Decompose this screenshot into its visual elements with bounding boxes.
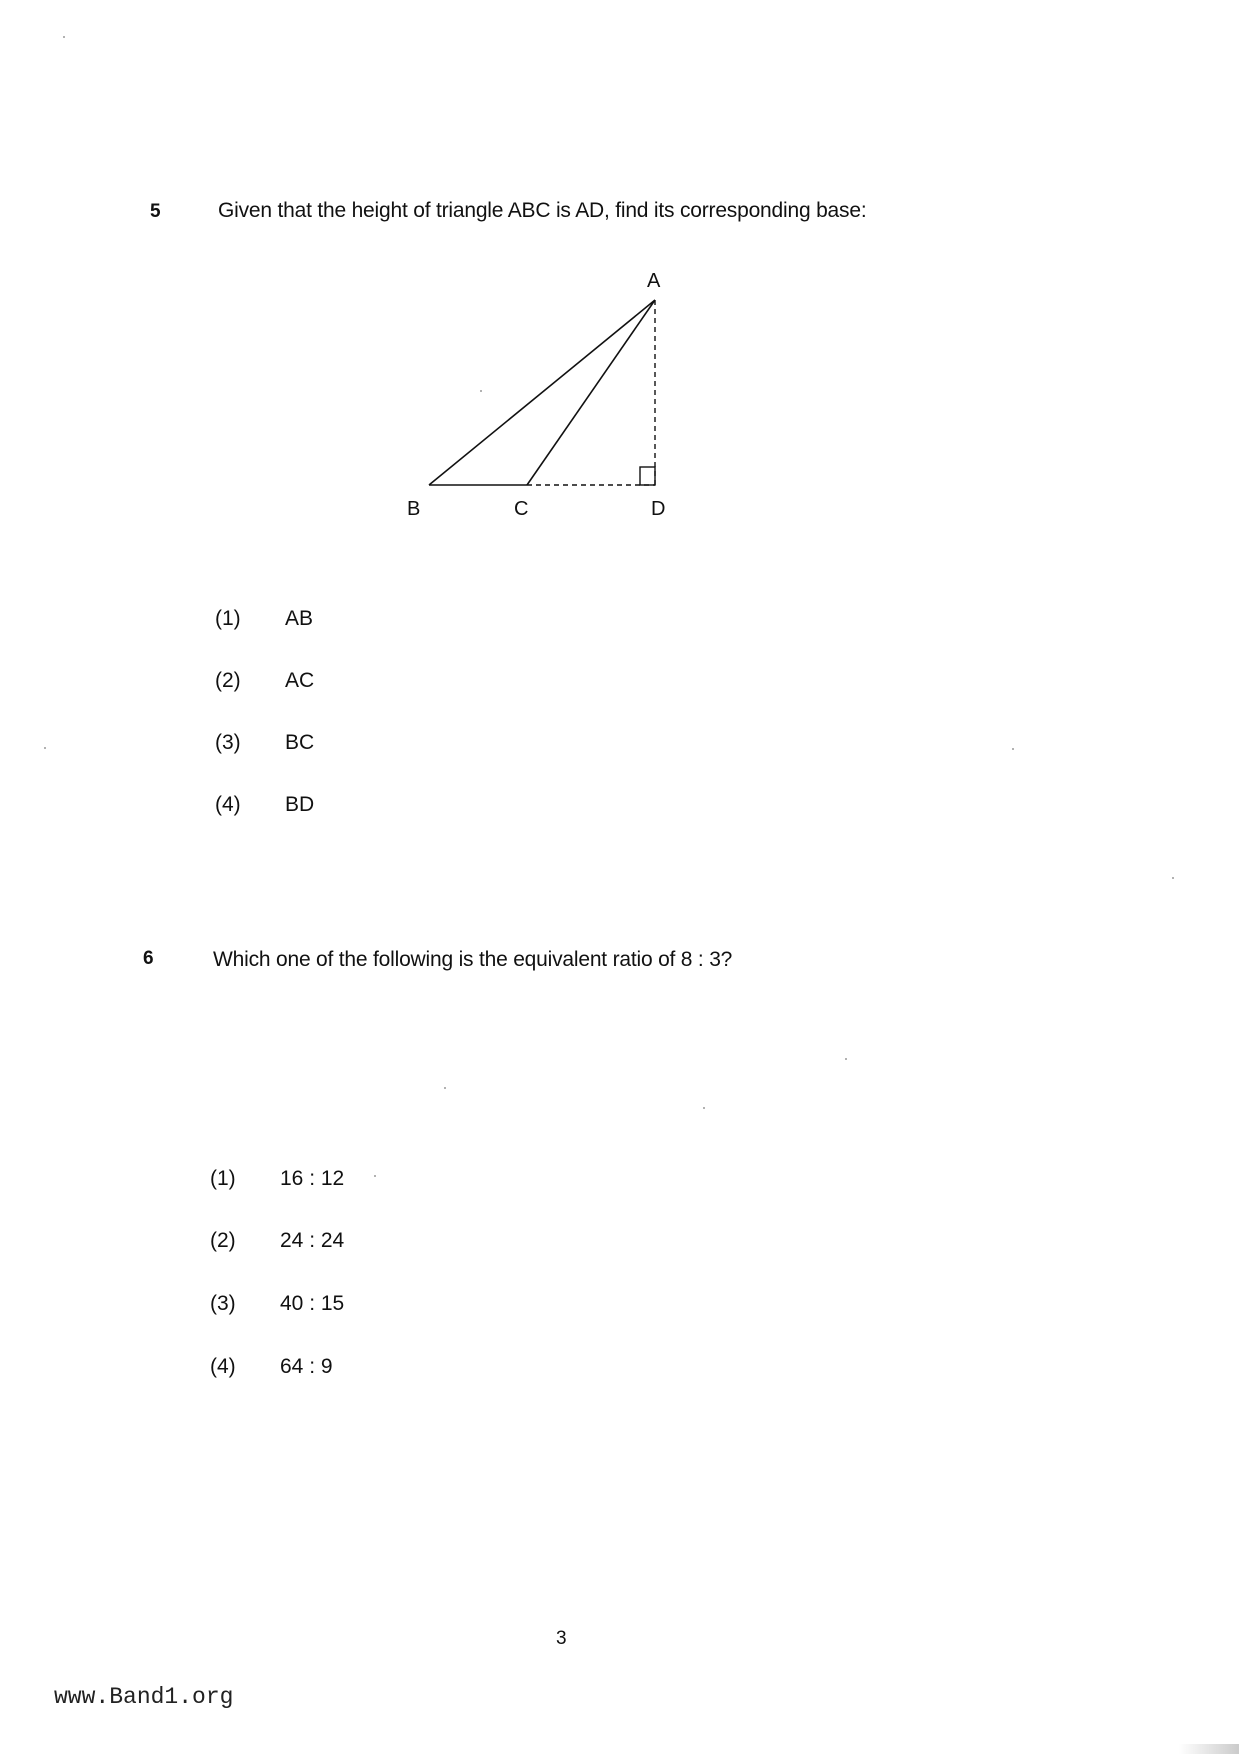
option-text: AB xyxy=(285,607,314,630)
vertex-label-c: C xyxy=(514,498,529,520)
scan-edge-shadow xyxy=(1179,1744,1239,1754)
scan-speck xyxy=(480,390,482,392)
scan-speck xyxy=(444,1087,446,1089)
scan-speck xyxy=(44,747,46,749)
triangle-abc-figure xyxy=(390,260,690,530)
option-number: (2) xyxy=(210,1229,236,1252)
question-6-text: Which one of the following is the equivalent ratio of 8 : 3? xyxy=(213,948,733,971)
option-text: 64 : 9 xyxy=(280,1355,333,1378)
option-number: (3) xyxy=(210,1292,236,1315)
option-number: (4) xyxy=(215,793,241,816)
question-6-number: 6 xyxy=(143,948,154,969)
vertex-label-d: D xyxy=(651,498,666,520)
question-5-number: 5 xyxy=(150,201,161,222)
right-angle-marker xyxy=(640,467,655,485)
website-watermark: www.Band1.org xyxy=(54,1684,234,1710)
vertex-label-a: A xyxy=(647,270,661,292)
scan-speck xyxy=(845,1058,847,1060)
scan-speck xyxy=(63,36,65,38)
option-number: (1) xyxy=(215,607,241,630)
option-text: 16 : 12 xyxy=(280,1167,345,1190)
scan-speck xyxy=(374,1175,376,1177)
question-5-text: Given that the height of triangle ABC is AD, find its corresponding base: xyxy=(218,199,867,222)
scan-speck xyxy=(1172,877,1174,879)
scan-speck xyxy=(703,1107,705,1109)
vertex-label-b: B xyxy=(407,498,421,520)
option-number: (1) xyxy=(210,1167,236,1190)
option-text: BC xyxy=(285,731,315,754)
option-text: AC xyxy=(285,669,315,692)
side-ac xyxy=(527,300,655,485)
option-number: (3) xyxy=(215,731,241,754)
option-text: 24 : 24 xyxy=(280,1229,345,1252)
side-ab xyxy=(429,300,655,485)
option-number: (4) xyxy=(210,1355,236,1378)
option-text: BD xyxy=(285,793,315,816)
triangle-diagram xyxy=(390,260,690,530)
option-number: (2) xyxy=(215,669,241,692)
option-text: 40 : 15 xyxy=(280,1292,345,1315)
page-number: 3 xyxy=(556,1628,567,1649)
scan-speck xyxy=(1012,748,1014,750)
